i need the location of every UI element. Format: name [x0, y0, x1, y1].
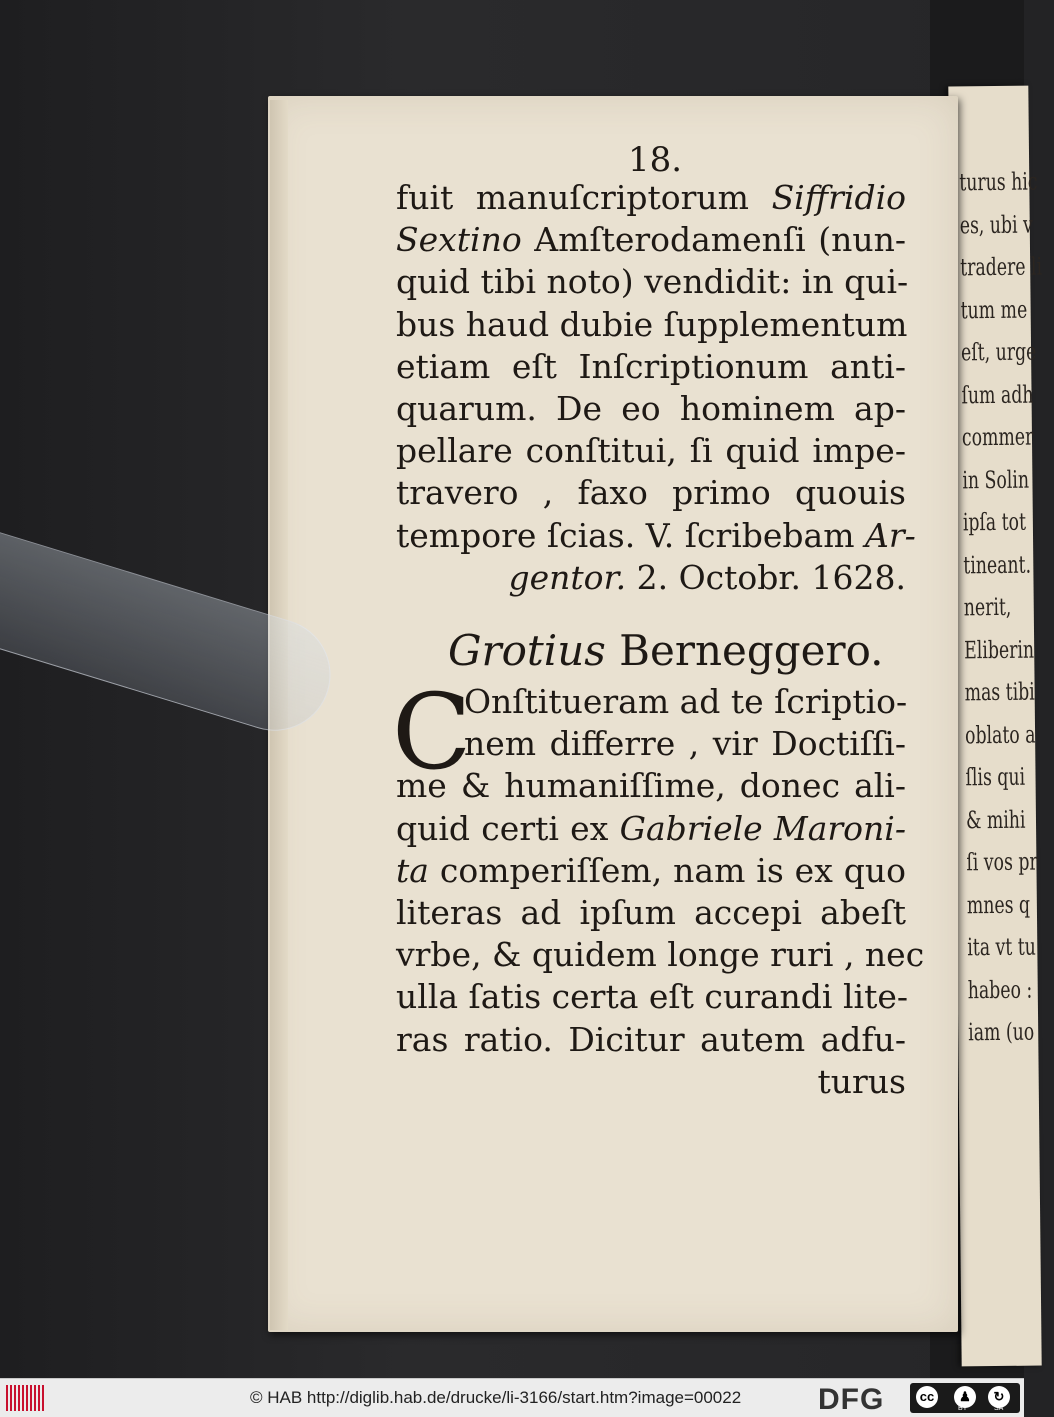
text-line [396, 178, 906, 218]
text-run: literas ad ipſum accepi abeſt [396, 893, 906, 932]
by-label: BY [958, 1405, 968, 1412]
heading-recipient: Berneggero. [605, 626, 884, 675]
text-line [464, 724, 906, 764]
text-run: nem differre , vir Doctiſſi- [464, 724, 906, 764]
text-run: etiam eſt Inſcriptionum anti- [396, 346, 906, 386]
facing-page-text: ſum adh [961, 380, 1034, 409]
text-line [396, 262, 909, 302]
cc-license-badge[interactable] [910, 1383, 1020, 1413]
facing-page-text: tum me [960, 295, 1028, 324]
text-run: Onſtitueram ad te ſcriptio- [464, 682, 908, 721]
text-run: 2. Octobr. 1628. [626, 557, 906, 597]
text-run: comperiſſem, nam is ex quo [428, 850, 906, 890]
text-line [396, 809, 906, 849]
facing-page-text: & mihi [965, 805, 1026, 834]
text-line [396, 347, 906, 387]
text-line [396, 977, 909, 1017]
text-line [396, 305, 906, 345]
facing-page-text: in Solin [962, 465, 1030, 494]
facing-page-text: oblato a [964, 720, 1036, 749]
text-line [396, 389, 906, 429]
image-credit[interactable]: © HAB http://diglib.hab.de/drucke/li-3166/start.htm?image=00022 [250, 1388, 742, 1407]
facing-page-text: habeo : [967, 975, 1033, 1004]
facing-page-text: iam (uo [968, 1017, 1035, 1047]
sa-icon: ↻ [988, 1386, 1010, 1408]
text-run: quid certi ex [396, 808, 620, 848]
facing-page-text: nerit, [963, 592, 1012, 622]
page-number: 18. [628, 140, 683, 180]
drop-cap: C [392, 671, 472, 793]
facing-page-text: Eliberin [964, 635, 1035, 664]
heading-author: Grotius [448, 626, 606, 675]
facing-page-text: mnes q [966, 890, 1031, 919]
facing-page-text: tradere li [960, 252, 1043, 282]
text-line [396, 431, 906, 471]
facing-page-edge [948, 86, 1041, 1367]
by-icon: ♟ [954, 1386, 976, 1408]
facing-page-text: eſt, urge [960, 337, 1037, 367]
text-run: bus haud dubie ſupplementum [396, 304, 908, 344]
text-line [396, 558, 906, 598]
text-line [396, 851, 906, 891]
text-line [396, 1062, 906, 1102]
text-run: quid tibi noto) vendidit: in qui- [396, 262, 909, 302]
text-run: fuit manuſcriptorum [396, 178, 772, 217]
text-run: travero , faxo primo quouis [396, 473, 906, 513]
text-line [396, 1020, 906, 1060]
text-line [396, 893, 906, 933]
text-run: Gabriele Maroni- [619, 808, 906, 848]
facing-page-text: commer [961, 422, 1034, 452]
text-run: ras ratio. Dicitur autem adfu- [396, 1019, 906, 1059]
viewer-footer [0, 1378, 1024, 1417]
facing-page-text: mas tibi [964, 677, 1035, 707]
text-line [464, 682, 906, 722]
cc-icon: cc [916, 1386, 938, 1408]
letter-heading [448, 626, 883, 675]
text-run: Ar- [865, 515, 916, 555]
text-run: vrbe, & quidem longe ruri , nec [396, 935, 925, 975]
sa-label: SA [994, 1405, 1004, 1412]
text-run: quarum. De eo hominem ap- [396, 389, 906, 428]
facing-page-text: turus hic [959, 167, 1038, 197]
text-line [396, 473, 906, 513]
text-line [396, 935, 925, 975]
text-run: me & humaniſſime, donec ali- [396, 766, 906, 806]
dfg-logo: DFG [818, 1383, 885, 1416]
facing-page-text: ipſa tot [962, 507, 1027, 537]
facing-page-text: ſlis qui [965, 762, 1026, 792]
text-run: turus [817, 1061, 906, 1101]
text-run: Amſterodamenſi (nun- [521, 220, 906, 260]
text-run: tempore ſcias. V. ſcribebam [396, 515, 866, 555]
facing-page-text: ita vt tu [967, 932, 1037, 962]
text-run: pellare conſtitui, ſi quid impe- [396, 431, 906, 471]
facing-page-text: es, ubi v [959, 210, 1033, 239]
text-run: ta [396, 850, 429, 890]
text-run: gentor. [508, 557, 627, 597]
facing-page-text: tineant. [963, 550, 1032, 579]
text-run: Siffridio [771, 178, 906, 217]
text-line [396, 220, 906, 260]
text-run: ulla ſatis certa eſt curandi lite- [396, 977, 909, 1017]
facing-page-text: ſi vos pr [966, 847, 1038, 877]
text-line [396, 766, 906, 806]
text-run: Sextino [396, 220, 522, 260]
text-line [396, 515, 916, 556]
library-logo-icon [6, 1385, 46, 1411]
